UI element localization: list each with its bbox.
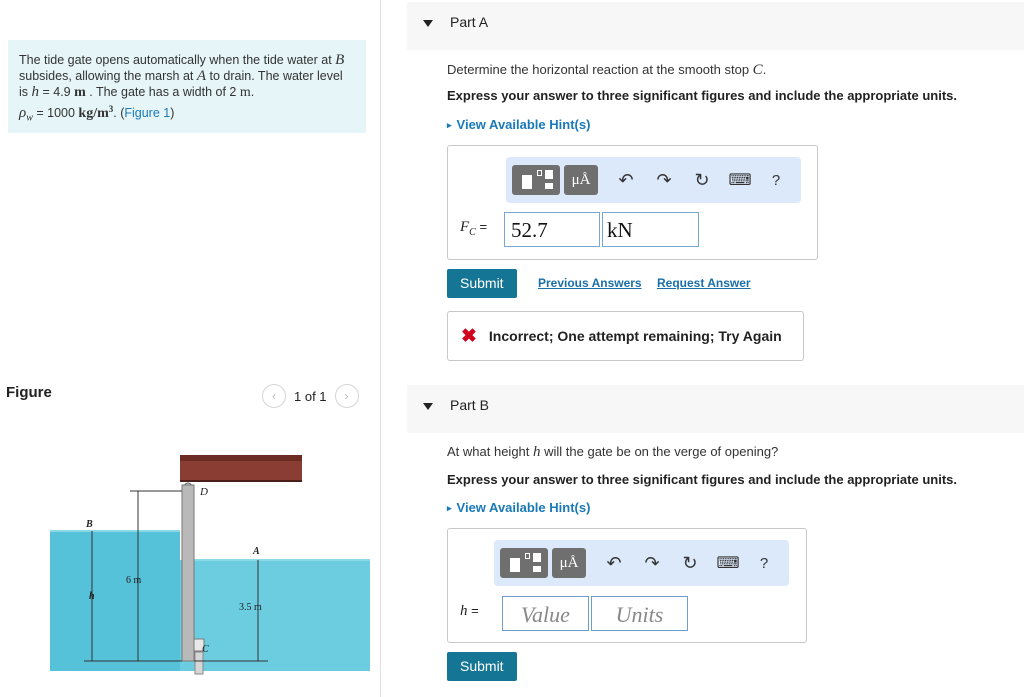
undo-icon[interactable]: ↶ <box>606 552 622 573</box>
undo-icon[interactable]: ↶ <box>618 169 634 190</box>
eq-var: h <box>460 603 468 619</box>
var-a: A <box>196 68 207 84</box>
keyboard-icon[interactable]: ⌨ <box>716 555 740 572</box>
rho-subscript: w <box>26 112 33 124</box>
question-var: C <box>752 62 763 78</box>
problem-text: . <box>250 85 255 99</box>
water-left <box>50 531 180 671</box>
part-a-instruction: Express your answer to three significant figures and include the appropriate units. <box>447 88 957 103</box>
label-c: C <box>202 644 209 655</box>
part-b-eq-label <box>460 603 479 620</box>
caret-right-icon: ▸ <box>447 120 452 130</box>
density-unit: kg/m <box>78 106 109 122</box>
part-b-value-input[interactable]: Value <box>502 596 589 631</box>
part-b-hint-link[interactable] <box>447 500 590 515</box>
question-var: h <box>533 444 541 460</box>
part-b-label: Part B <box>450 397 489 413</box>
unit-m: m <box>239 85 251 100</box>
tide-gate-figure <box>50 447 370 697</box>
question-text: At what height <box>447 444 533 459</box>
redo-icon[interactable]: ↷ <box>644 552 660 573</box>
problem-text: The tide gate opens automatically when the tide water at <box>19 53 336 67</box>
hint-label: View Available Hint(s) <box>456 117 591 132</box>
eq-sub: C <box>469 227 476 238</box>
question-text: Determine the horizontal reaction at the smooth stop <box>447 62 753 77</box>
chevron-right-icon: › <box>344 389 349 403</box>
part-a-answer-box <box>447 145 818 260</box>
part-a-eq-label <box>460 219 487 238</box>
units-button[interactable]: μÅ <box>552 548 586 578</box>
part-a-header[interactable] <box>407 2 1024 50</box>
eq-sign: = <box>475 219 488 234</box>
templates-button[interactable] <box>512 165 560 195</box>
keyboard-icon[interactable]: ⌨ <box>728 172 752 189</box>
hint-label: View Available Hint(s) <box>456 500 591 515</box>
label-d: D <box>200 486 208 498</box>
prev-figure-button[interactable] <box>262 384 286 408</box>
part-a-toolbar <box>506 157 801 203</box>
collapse-triangle-icon <box>423 403 433 410</box>
feedback-text: Incorrect; One attempt remaining; Try Again <box>488 328 782 344</box>
label-a: A <box>253 546 260 557</box>
caret-right-icon: ▸ <box>447 503 452 513</box>
column-divider <box>380 0 381 697</box>
question-text: . <box>762 62 767 77</box>
air-right <box>180 531 370 560</box>
ground <box>50 671 370 697</box>
part-b-units-input[interactable]: Units <box>591 596 688 631</box>
figure-title: Figure <box>6 384 52 401</box>
figure-pager <box>262 384 359 408</box>
collapse-triangle-icon <box>423 20 433 27</box>
label-3-5m: 3.5 m <box>239 602 262 613</box>
previous-answers-link[interactable]: Previous Answers <box>538 276 642 290</box>
incorrect-x-icon: ✖ <box>461 325 477 347</box>
request-answer-link[interactable]: Request Answer <box>657 276 751 290</box>
problem-text: = 1000 <box>32 106 79 121</box>
figure-link[interactable]: Figure 1 <box>124 106 171 121</box>
templates-button[interactable] <box>500 548 548 578</box>
problem-text: . The gate has a width of 2 <box>85 85 240 99</box>
part-a-units-input[interactable]: kN <box>602 212 699 247</box>
rho-symbol: ρ <box>19 105 27 122</box>
density-exponent: 3 <box>108 104 114 114</box>
part-b-question <box>447 444 778 461</box>
gate <box>182 485 194 661</box>
reset-icon[interactable]: ↻ <box>682 552 698 573</box>
part-a-value-input[interactable]: 52.7 <box>504 212 600 247</box>
part-b-submit-button[interactable]: Submit <box>447 652 517 681</box>
top-beam-edge <box>180 455 302 461</box>
part-a-submit-button[interactable]: Submit <box>447 269 517 298</box>
label-h: h <box>89 591 95 602</box>
next-figure-button[interactable] <box>335 384 359 408</box>
eq-var: F <box>460 219 470 235</box>
part-a-hint-link[interactable] <box>447 117 590 132</box>
part-b-instruction: Express your answer to three significant figures and include the appropriate units. <box>447 472 957 487</box>
part-b-toolbar <box>494 540 789 586</box>
label-6m: 6 m <box>126 575 142 586</box>
problem-statement <box>8 40 366 133</box>
redo-icon[interactable]: ↷ <box>656 169 672 190</box>
problem-text: . ( <box>113 106 125 121</box>
part-a-question <box>447 62 766 79</box>
problem-text: subsides, allowing the marsh at <box>19 69 197 83</box>
part-a-feedback <box>447 311 804 361</box>
help-icon[interactable]: ? <box>771 171 781 189</box>
chevron-left-icon: ‹ <box>272 389 276 403</box>
part-b-answer-box <box>447 528 807 643</box>
reset-icon[interactable]: ↻ <box>694 169 710 190</box>
var-h: h <box>31 84 39 100</box>
problem-text: to drain. The water level is <box>19 69 343 99</box>
stop-post <box>195 652 203 674</box>
var-b: B <box>335 52 345 68</box>
eq-sign: = <box>467 603 479 618</box>
part-a-label: Part A <box>450 14 489 30</box>
question-text: will the gate be on the verge of opening? <box>540 444 779 459</box>
problem-text: = 4.9 <box>39 85 75 99</box>
problem-text: ) <box>170 106 175 121</box>
help-icon[interactable]: ? <box>759 554 769 572</box>
part-b-header[interactable] <box>407 385 1024 433</box>
units-button[interactable]: μÅ <box>564 165 598 195</box>
label-b: B <box>86 519 93 530</box>
pager-text: 1 of 1 <box>294 388 327 404</box>
unit-m: m <box>74 85 86 100</box>
